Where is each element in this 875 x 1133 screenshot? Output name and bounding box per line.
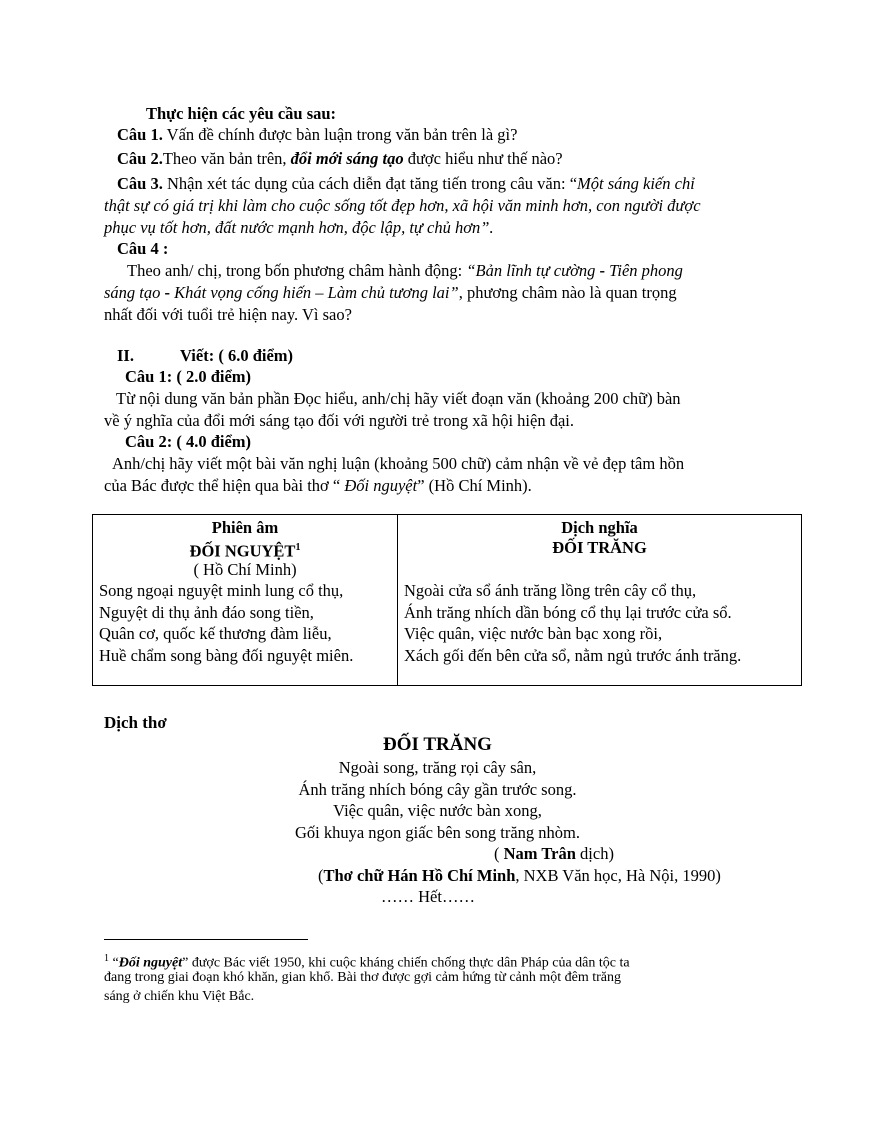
question-4-motto-3: sáng tạo <box>104 283 165 302</box>
question-2-emphasis: đổi mới sáng tạo <box>290 149 404 168</box>
question-4-line-3: nhất đối với tuổi trẻ hiện nay. Vì sao? <box>104 305 352 324</box>
poem-source <box>318 866 721 886</box>
question-2 <box>117 149 563 169</box>
phien-am-title-text: ĐỐI NGUYỆT <box>189 541 296 561</box>
translator-credit-pre: ( <box>494 844 504 863</box>
translator-name: Nam Trân <box>503 844 576 863</box>
question-4-text-pre: Theo anh/ chị, trong bốn phương châm hành động: <box>127 261 467 280</box>
poem-line-3: Việc quân, việc nước bàn xong, <box>333 801 542 820</box>
dich-nghia-title: ĐỐI TRĂNG <box>552 538 647 557</box>
question-4-motto-2: Tiên phong <box>605 261 683 280</box>
writing-question-2-text-post: ” (Hồ Chí Minh). <box>417 476 532 495</box>
poem-title: ĐỐI TRĂNG <box>383 734 492 755</box>
phien-am-line-3: Quân cơ, quốc kế thương đàm liễu, <box>99 624 332 643</box>
writing-question-2-line-2 <box>104 476 532 496</box>
writing-question-2-text-pre: của Bác được thể hiện qua bài thơ “ <box>104 476 345 495</box>
question-2-label: Câu 2. <box>117 149 163 168</box>
footnote-open-quote: “ <box>109 955 119 971</box>
translator-credit-post: dịch) <box>575 844 614 863</box>
footnote-line-1-text: ” được Bác viết 1950, khi cuộc kháng chiến chống thực dân Pháp của dân tộc ta <box>182 955 630 971</box>
question-3-label: Câu 3. <box>117 174 163 193</box>
phien-am-column <box>93 515 397 685</box>
dich-nghia-column <box>398 515 801 685</box>
question-4-dash-2: - <box>164 283 171 302</box>
question-3-quote-part-1: Một sáng kiến chỉ <box>577 174 695 193</box>
phien-am-author: ( Hồ Chí Minh) <box>193 560 297 579</box>
section-number: II. <box>117 346 134 365</box>
question-3-text-pre: Nhận xét tác dụng của cách diễn đạt tăng tiến trong câu văn: “ <box>162 174 578 193</box>
poem-line-1: Ngoài song, trăng rọi cây sân, <box>338 758 537 777</box>
poem-source-book: Thơ chữ Hán Hồ Chí Minh <box>323 866 516 885</box>
phien-am-line-4: Huề chẩm song bàng đối nguyệt miên. <box>99 646 354 665</box>
footnote-line-2: đang trong giai đoạn khó khăn, gian khổ. Bài thơ được gợi cảm hứng từ cảnh một đêm trăng <box>104 970 621 985</box>
footnote-poem-name: Đối nguyệt <box>118 955 183 971</box>
poem-line-2: Ánh trăng nhích bóng cây gần trước song. <box>298 780 577 799</box>
question-2-text-pre: Theo văn bản trên, <box>162 149 291 168</box>
section-title: Viết: ( 6.0 điểm) <box>180 346 294 365</box>
footnote-separator <box>104 939 308 940</box>
writing-question-1-line-2: về ý nghĩa của đổi mới sáng tạo đối với người trẻ trong xã hội hiện đại. <box>104 411 574 430</box>
translator-credit <box>494 844 614 864</box>
poem-source-pre: ( <box>318 866 324 885</box>
writing-question-1-line-1: Từ nội dung văn bản phần Đọc hiểu, anh/chị hãy viết đoạn văn (khoảng 200 chữ) bàn <box>116 389 681 408</box>
question-4-line-1 <box>127 261 683 281</box>
question-1-label: Câu 1. <box>117 125 163 144</box>
writing-question-1-label: Câu 1: ( 2.0 điểm) <box>125 367 252 386</box>
question-3-quote-part-2: thật sự có giá trị khi làm cho cuộc sống tốt đẹp hơn, xã hội văn minh hơn, con người được <box>104 196 701 215</box>
question-3-quote-part-3: phục vụ tốt hơn, đất nước mạnh hơn, độc lập, tự chủ hơn”. <box>104 218 494 237</box>
phien-am-line-1: Song ngoại nguyệt minh lung cổ thụ, <box>99 581 344 600</box>
phien-am-line-2: Nguyệt di thụ ảnh đáo song tiền, <box>99 603 314 622</box>
writing-question-2-line-1: Anh/chị hãy viết một bài văn nghị luận (khoảng 500 chữ) cảm nhận về vẻ đẹp tâm hồn <box>112 454 685 473</box>
writing-question-2-label: Câu 2: ( 4.0 điểm) <box>125 432 252 451</box>
footnote-number: 1 <box>104 953 109 964</box>
phien-am-title <box>93 538 397 562</box>
question-1-text: Vấn đề chính được bàn luận trong văn bản trên là gì? <box>162 125 518 144</box>
question-4-line-2 <box>104 283 677 303</box>
poem-table <box>92 514 802 686</box>
poem-translation-label: Dịch thơ <box>104 713 167 732</box>
question-3-line-1 <box>117 174 695 194</box>
question-4-motto-1: “Bản lĩnh tự cường <box>466 261 600 280</box>
dich-nghia-header: Dịch nghĩa <box>561 518 638 537</box>
poem-line-4: Gối khuya ngon giấc bên song trăng nhòm. <box>294 823 581 842</box>
dich-nghia-line-3: Việc quân, việc nước bàn bạc xong rồi, <box>404 624 663 643</box>
question-4-motto-4: Khát vọng cống hiến – Làm chủ tương lai” <box>170 283 459 302</box>
question-4-label: Câu 4 : <box>117 239 169 258</box>
question-4-text-post: , phương châm nào là quan trọng <box>458 283 677 302</box>
question-2-text-post: được hiểu như thế nào? <box>403 149 563 168</box>
instructions-heading: Thực hiện các yêu cầu sau: <box>146 104 337 123</box>
phien-am-header: Phiên âm <box>211 518 279 537</box>
footnote-reference: 1 <box>295 542 301 553</box>
question-4-dash-1: - <box>599 261 605 280</box>
poem-source-post: , NXB Văn học, Hà Nội, 1990) <box>515 866 721 885</box>
dich-nghia-line-1: Ngoài cửa sổ ánh trăng lồng trên cây cổ thụ, <box>404 581 697 600</box>
dich-nghia-line-2: Ánh trăng nhích dần bóng cổ thụ lại trước cửa sổ. <box>404 603 732 622</box>
question-1 <box>117 125 517 145</box>
end-marker: …… Hết…… <box>381 887 475 906</box>
poem-name-emphasis: Đối nguyệt <box>344 476 418 495</box>
footnote-line-3: sáng ở chiến khu Việt Bắc. <box>104 989 255 1004</box>
dich-nghia-line-4: Xách gối đến bên cửa sổ, nằm ngủ trước ánh trăng. <box>404 646 742 665</box>
